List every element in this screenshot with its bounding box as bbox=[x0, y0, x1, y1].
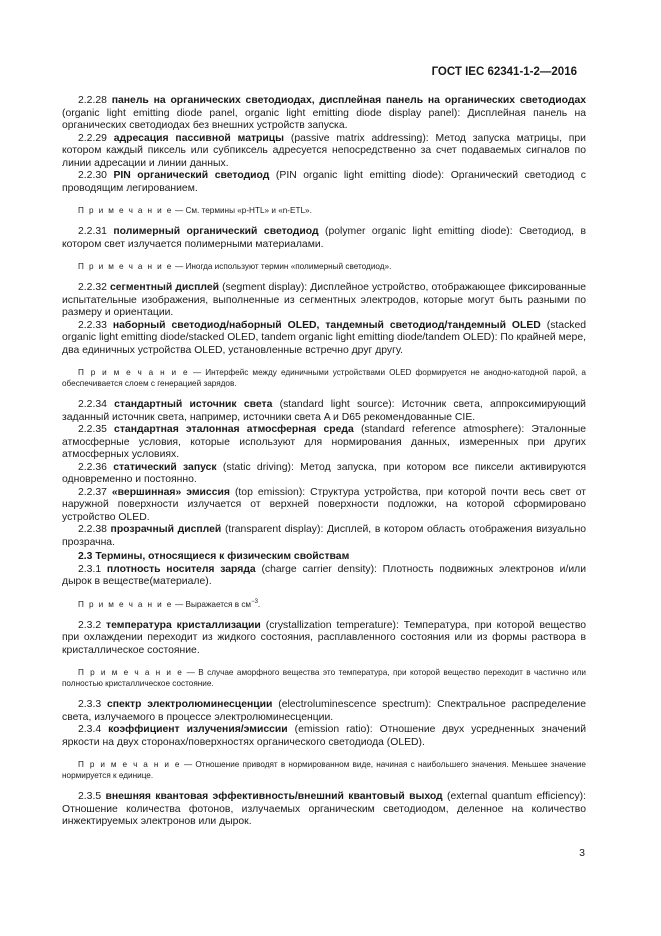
term-title: сегментный дисплей bbox=[109, 282, 219, 293]
term-2-2-37: 2.2.37 «вершинная» эмиссия (top emission): Структура устройства, при которой почти весь свет от наружной поверхности излучается от верхней поверхности подложки, на которой сформировано устройство OLED. bbox=[62, 486, 587, 523]
term-2-2-29: 2.2.29 адресация пассивной матрицы (passive matrix addressing): Метод запуска матрицы, при котором каждый пиксель или субпиксель адресуется непосредственно за счет подаваемых сигналов по линии адресации и линии данных. bbox=[62, 132, 586, 169]
standard-header: ГОСТ IEC 62341-1-2—2016 bbox=[431, 66, 577, 78]
note-2-3-2: П р и м е ч а н и е — В случае аморфного вещества это температура, при которой вещество переходит в частично или полностью кристаллическое состояние. bbox=[62, 668, 586, 688]
note-2-2-31: П р и м е ч а н и е — Иногда используют термин «полимерный светодиод». bbox=[78, 262, 392, 271]
note-2-3-1: П р и м е ч а н и е — Выражается в $см^{-3}$. bbox=[78, 598, 261, 609]
term-title: адресация пассивной матрицы bbox=[113, 132, 285, 144]
term-title: статический запуск bbox=[113, 461, 217, 473]
term-title: стандартный источник света bbox=[114, 399, 273, 410]
term-2-2-33: 2.2.33 наборный светодиод/наборный OLED, тандемный светодиод/тандемный OLED (stacked organic light emitting diode/stacked OLED, tandem organic light emitting diode/tandem OLED): По крайней мере, два единичных устройства OLED, установленные встречно друг другу. bbox=[62, 319, 587, 356]
term-2-2-28: 2.2.28 панель на органических светодиодах, дисплейная панель на органических светодиодах (organic light emitting diode panel, organic light emitting diode display panel): Дисплейная панель на органических светодиодах без внешних устройств запуска. bbox=[62, 95, 587, 131]
note-2-2-33: П р и м е ч а н и е — Интерфейс между единичными устройствами OLED формируется не анодно-катодной парой, а обеспечивается слоем с генерацией зарядов. bbox=[62, 368, 586, 388]
term-title: коэффициент излучения/эмиссии bbox=[108, 724, 288, 735]
term-title: прозрачный дисплей bbox=[110, 524, 222, 535]
term-title: внешняя квантовая эффективность/внешний квантовый выход bbox=[105, 791, 443, 802]
term-title: полимерный органический светодиод bbox=[113, 226, 319, 237]
term-title: стандартная эталонная атмосферная среда bbox=[114, 424, 354, 435]
page-number: 3 bbox=[579, 847, 585, 859]
term-title: температура кристаллизации bbox=[106, 619, 261, 631]
term-title: плотность носителя заряда bbox=[106, 563, 256, 575]
term-2-3-5: 2.3.5 внешняя квантовая эффективность/внешний квантовый выход (external quantum efficiency): Отношение количества фотонов, излучаемых органическим светодиодом, деленное на количество инжектируемых электронов или дырок. bbox=[62, 791, 587, 827]
term-title: «вершинная» эмиссия bbox=[111, 486, 230, 498]
section-heading-2-3: 2.3 Термины, относящиеся к физическим свойствам bbox=[78, 551, 350, 562]
term-title: панель на органических светодиодах, дисплейная панель на органических светодиодах bbox=[111, 95, 587, 106]
note-2-3-4: П р и м е ч а н и е — Отношение приводят в нормированном виде, начиная с наибольшего значения. Меньшее значение нормируется к единице. bbox=[62, 760, 586, 780]
term-2-2-31: 2.2.31 полимерный органический светодиод (polymer organic light emitting diode): Светодиод, в котором свет излучается полимерными материалами. bbox=[62, 226, 587, 250]
term-title: наборный светодиод/наборный OLED, тандемный светодиод/тандемный OLED bbox=[112, 319, 541, 331]
term-2-3-2: 2.3.2 температура кристаллизации (crystallization temperature): Температура, при которой вещество при охлаждении переходит из жидкого состояния, расплавленного состояния или из формы раствора в кристаллическое состояние. bbox=[62, 619, 587, 656]
term-2-2-35: 2.2.35 стандартная эталонная атмосферная среда (standard reference atmosphere): Эталонные атмосферные условия, которые используют для нормирования данных, измеренных при других атмосферных условиях. bbox=[62, 424, 586, 460]
term-2-3-4: 2.3.4 коэффициент излучения/эмиссии (emission ratio): Отношение двух усредненных значений яркости на двух сторонах/поверхностях органического светодиода (OLED). bbox=[62, 724, 587, 748]
term-2-2-30: 2.2.30 PIN органический светодиод (PIN organic light emitting diode): Органический светодиод с проводящим легированием. bbox=[62, 170, 587, 194]
note-2-2-30: П р и м е ч а н и е — См. термины «p-HTL» и «n-ETL». bbox=[78, 206, 312, 215]
term-2-2-38: 2.2.38 прозрачный дисплей (transparent display): Дисплей, в котором область отображения визуально прозрачна. bbox=[62, 524, 586, 548]
term-2-2-32: 2.2.32 сегментный дисплей (segment display): Дисплейное устройство, отображающее фиксированные испытательные изображения, выполненные из сегментных электродов, которые могут быть разными по размеру и ориентации. bbox=[62, 282, 587, 318]
term-title: спектр электролюминесценции bbox=[106, 699, 273, 710]
term-2-2-34: 2.2.34 стандартный источник света (standard light source): Источник света, аппроксимирующий заданный источник света, например, источники света A и D65 рекомендованные CIE. bbox=[62, 399, 586, 423]
term-2-2-36: 2.2.36 статический запуск (static driving): Метод запуска, при котором все пиксели активируются одновременно и постоянно. bbox=[62, 461, 586, 485]
term-2-3-1: 2.3.1 плотность носителя заряда (charge carrier density): Плотность подвижных электронов и/или дырок в веществе(материале). bbox=[62, 563, 586, 587]
term-2-3-3: 2.3.3 спектр электролюминесценции (electroluminescence spectrum): Спектральное распределение света, излучаемого в процессе электролюминесценции. bbox=[62, 699, 586, 723]
document-body bbox=[62, 95, 586, 829]
term-title: PIN органический светодиод bbox=[113, 170, 270, 181]
